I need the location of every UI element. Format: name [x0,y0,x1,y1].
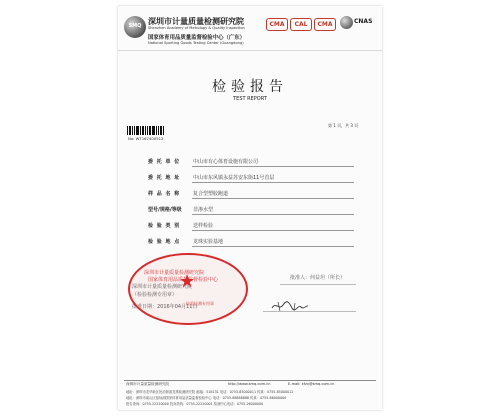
footer-address-3: 报告查询：0755-22220000 投诉热线：0755-22220001 检测中心电话：0755-26000000 [126,402,264,406]
cnas-logo-icon [340,16,353,29]
cma-mark-2-icon: CMA [314,18,336,31]
logo-label: SMQ [128,23,142,29]
official-seal [128,253,248,325]
field-label-model: 型号/规格/等级 [148,207,182,213]
institute-logo-icon [124,16,146,38]
field-label-client: 委 托 单 位 [148,159,181,165]
field-label-sample: 样 品 名 称 [148,191,181,197]
report-number: No: WT167400512 [128,136,164,141]
field-value-model: 非渗水型 [193,207,214,213]
report-header [118,6,382,51]
institute-name-cn: 深圳市计量质量检测研究院 [148,17,244,26]
page-info: 第 1 页，共 3 页 [328,123,359,128]
divider [192,198,354,199]
report-title: 检验报告 [212,79,288,95]
footer-address-1: 地址：深圳市龙华新区民治街道龙珠检测研究院 邮编：518131 电话：0755-85000011 传真：0755-85000012 [126,390,294,394]
footer-email: E-mail: kfzx@smq.com.cn [288,382,335,386]
handwritten-signature [270,298,310,317]
institute-name-en: Shenzhen Academy of Metrology & Quality Inspection [148,26,245,30]
divider [192,166,354,167]
seal-star-icon: ★ [179,271,196,292]
report-page [118,6,382,410]
date-line [263,311,356,312]
approving-body: 深圳市计量质量检测研究院 [132,284,193,290]
approving-body-sub: （检验检测专用章） [132,292,178,298]
footer-institute: 深圳市计量质量检测研究院 [126,382,170,386]
divider [192,182,354,183]
field-value-sample: 复合型塑胶跑道 [193,191,229,197]
signer-label: 批准人：何益坦（所长） [290,275,346,281]
seal-text-top: 深圳市计量质量检测研究院 [144,270,205,276]
field-value-address: 中山市东风镇永益苏安东街11号首层 [193,175,275,181]
center-name-cn: 国家体育用品质量监督检验中心（广东） [148,35,246,41]
field-label-location: 检 验 地 点 [148,239,181,245]
seal-text-mid: 国家体育用品质量监督检验中心 [148,277,219,283]
footer-website: http://www.smq.com.cn [228,382,271,386]
field-value-test-type: 送样检验 [193,223,214,229]
field-value-client: 中山市有心体育设施有限公司 [193,159,259,165]
divider [192,230,354,231]
cma-mark-icon: CMA [266,18,288,31]
cnas-label: CNAS [354,18,373,25]
cal-mark-icon: CAL [290,18,312,31]
report-subtitle: TEST REPORT [233,96,267,102]
divider [192,214,354,215]
seal-text-bottom: 检验检测专用章 [186,301,214,306]
divider [192,246,354,247]
field-value-location: 龙珠实验基地 [193,239,224,245]
issue-date: 批准日期：2016年04月11日 [132,304,198,310]
footer-address-2: 地址：深圳市南山区留仙洞国家体育用品质量监督检验中心 电话：0755-88888888 传真：0755-86000000 [126,396,287,400]
barcode-icon [127,126,165,135]
field-label-address: 委 托 地 址 [148,175,181,181]
center-name-en: National Sporting Goods Testing Center (Guangdong) [148,41,244,45]
signature-line [280,284,356,285]
field-label-test-type: 检 验 类 别 [148,223,181,229]
footer-divider [124,380,376,381]
